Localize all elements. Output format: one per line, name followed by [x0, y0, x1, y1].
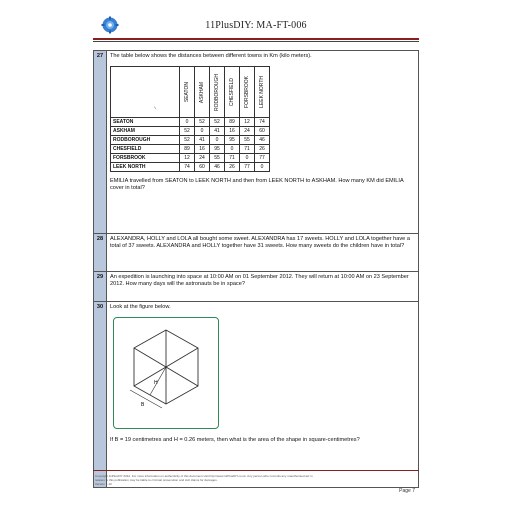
- town-name: CHESFIELD: [111, 145, 180, 154]
- corner-cell: [111, 67, 180, 118]
- distance-cell: 95: [225, 136, 240, 145]
- question-text: An expedition is launching into space at 10:00 AM on 01 September 2012. They will return at 10:00 AM on 23 September 2012. How many days will the astronauts be in space?: [107, 272, 419, 302]
- question-intro: Look at the figure below.: [110, 304, 171, 310]
- header-rule-thin: [93, 41, 419, 42]
- distance-row: [111, 118, 270, 127]
- town-name: ASKHAM: [111, 127, 180, 136]
- distance-cell: 41: [210, 127, 225, 136]
- distance-cell: 52: [210, 118, 225, 127]
- question-number: 29: [94, 272, 107, 302]
- distance-column-header: [210, 67, 225, 118]
- distance-cell: 26: [255, 145, 270, 154]
- distance-header-row: [111, 67, 270, 118]
- town-name: LEEK NORTH: [111, 163, 180, 172]
- distance-cell: 74: [255, 118, 270, 127]
- question-row-29: [94, 272, 419, 302]
- column-label: FORSBROOK: [244, 76, 250, 109]
- distance-cell: 77: [255, 154, 270, 163]
- question-body: [107, 51, 419, 234]
- corner-mark: \: [154, 105, 156, 111]
- distance-cell: 89: [225, 118, 240, 127]
- question-text: If B = 19 centimetres and H = 0.26 meters, then what is the area of the shape in square-centimetres?: [110, 437, 360, 444]
- distance-cell: 0: [195, 127, 210, 136]
- question-intro: The table below shows the distances between different towns in Km (kilo meters).: [110, 53, 312, 59]
- distance-cell: 89: [180, 145, 195, 154]
- distance-row: [111, 136, 270, 145]
- distance-cell: 46: [255, 136, 270, 145]
- version-label: Version 1.10: [95, 482, 112, 486]
- distance-row: [111, 127, 270, 136]
- distance-cell: 0: [240, 154, 255, 163]
- distance-cell: 41: [195, 136, 210, 145]
- distance-cell: 24: [240, 127, 255, 136]
- distance-cell: 12: [180, 154, 195, 163]
- distance-cell: 24: [195, 154, 210, 163]
- distance-column-header: [255, 67, 270, 118]
- page-title: 11PlusDIY: MA-FT-006: [205, 20, 307, 31]
- base-label: B: [141, 402, 145, 409]
- distance-column-header: [240, 67, 255, 118]
- question-body: [107, 302, 419, 488]
- column-label: CHESFIELD: [229, 78, 235, 107]
- distance-cell: 12: [240, 118, 255, 127]
- footer-rule: [93, 470, 419, 471]
- distance-cell: 16: [195, 145, 210, 154]
- distance-cell: 52: [195, 118, 210, 127]
- distance-cell: 95: [210, 145, 225, 154]
- distance-cell: 55: [240, 136, 255, 145]
- distance-cell: 60: [195, 163, 210, 172]
- header-rule: [93, 38, 419, 40]
- column-label: RODBOROUGH: [214, 73, 220, 111]
- question-number: 27: [94, 51, 107, 234]
- question-number: 30: [94, 302, 107, 488]
- distance-cell: 26: [225, 163, 240, 172]
- distance-cell: 52: [180, 136, 195, 145]
- questions-table: [93, 50, 419, 488]
- distance-row: [111, 145, 270, 154]
- town-name: FORSBROOK: [111, 154, 180, 163]
- town-name: RODBOROUGH: [111, 136, 180, 145]
- hexagon-figure: [113, 317, 219, 429]
- worksheet-page: [87, 12, 425, 500]
- distance-cell: 74: [180, 163, 195, 172]
- distance-cell: 16: [225, 127, 240, 136]
- page-number: Page 7: [399, 488, 415, 494]
- height-label: H: [154, 380, 158, 387]
- question-number: 28: [94, 234, 107, 272]
- question-text: EMILIA travelled from SEATON to LEEK NORTH and then from LEEK NORTH to ASKHAM. How many KM did EMILIA cover in total?: [110, 178, 404, 192]
- distance-cell: 71: [240, 145, 255, 154]
- column-label: LEEK NORTH: [259, 76, 265, 109]
- footer-text: [95, 474, 315, 486]
- question-row-27: [94, 51, 419, 234]
- distance-cell: 46: [210, 163, 225, 172]
- distance-cell: 52: [180, 127, 195, 136]
- distance-cell: 0: [210, 136, 225, 145]
- question-row-28: [94, 234, 419, 272]
- distance-row: [111, 154, 270, 163]
- distance-cell: 77: [240, 163, 255, 172]
- town-name: SEATON: [111, 118, 180, 127]
- distance-cell: 60: [255, 127, 270, 136]
- distance-cell: 0: [225, 145, 240, 154]
- distance-cell: 0: [180, 118, 195, 127]
- distance-table: [110, 66, 270, 172]
- distance-column-header: [195, 67, 210, 118]
- question-row-30: [94, 302, 419, 488]
- distance-column-header: [180, 67, 195, 118]
- question-text: ALEXANDRA, HOLLY and LOLA all bought some sweet. ALEXANDRA has 17 sweets. HOLLY and LOLA together have a total of 37 sweets. ALEXANDRA and HOLLY together have 31 sweets. How many sweets do the children have in total?: [107, 234, 419, 272]
- column-label: ASKHAM: [199, 81, 205, 103]
- column-label: SEATON: [184, 82, 190, 103]
- height-marker: [150, 367, 166, 395]
- distance-row: [111, 163, 270, 172]
- distance-cell: 55: [210, 154, 225, 163]
- copyright-notice: Copyright 11PlusDIY 2012. For more information on authenticity of this document visit http://www.11PlusDIY.co.uk. Any person who commits any unauthorised act in relation to this publication may be liable to criminal prosecution and civil claims for damages.: [95, 474, 313, 482]
- distance-cell: 0: [255, 163, 270, 172]
- distance-column-header: [225, 67, 240, 118]
- distance-cell: 71: [225, 154, 240, 163]
